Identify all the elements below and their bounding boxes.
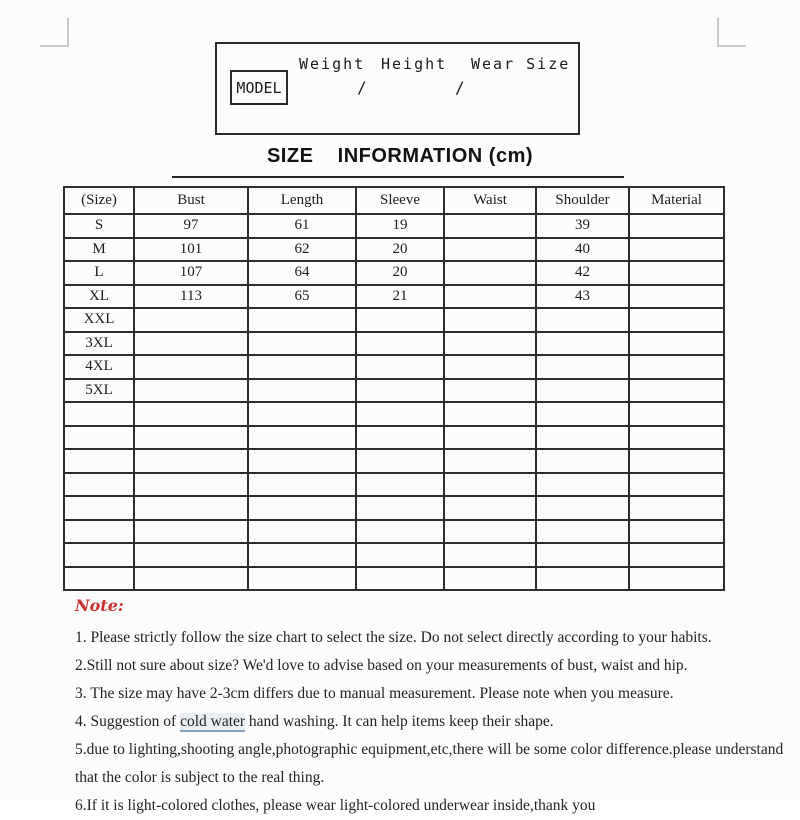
table-cell xyxy=(629,567,724,591)
table-cell xyxy=(64,567,134,591)
table-cell: M xyxy=(64,238,134,262)
table-cell xyxy=(134,449,248,473)
table-cell xyxy=(64,473,134,497)
table-cell xyxy=(64,543,134,567)
note-4-prefix: 4. Suggestion of xyxy=(75,713,181,730)
table-cell: 40 xyxy=(536,238,629,262)
table-cell: 107 xyxy=(134,261,248,285)
table-cell xyxy=(356,567,444,591)
field-value-height: / xyxy=(455,78,465,97)
table-cell: 43 xyxy=(536,285,629,309)
size-table xyxy=(63,186,725,591)
table-cell xyxy=(444,261,536,285)
table-cell xyxy=(134,426,248,450)
table-cell: 62 xyxy=(248,238,356,262)
model-label: MODEL xyxy=(230,70,288,105)
table-cell xyxy=(248,355,356,379)
table-cell xyxy=(444,567,536,591)
note-4-suffix: hand washing. It can help items keep their shape. xyxy=(245,713,554,730)
table-cell xyxy=(356,379,444,403)
table-cell: XXL xyxy=(64,308,134,332)
table-cell xyxy=(248,426,356,450)
note-item-2: 2.Still not sure about size? We'd love to advise based on your measurements of bust, waist and hip. xyxy=(75,657,688,674)
table-cell xyxy=(536,543,629,567)
table-cell xyxy=(356,402,444,426)
table-cell xyxy=(629,332,724,356)
table-cell xyxy=(536,426,629,450)
table-cell xyxy=(64,520,134,544)
corner-mark-top-left xyxy=(40,18,69,47)
field-label-weight: Weight xyxy=(299,55,366,73)
table-cell xyxy=(356,520,444,544)
table-cell xyxy=(536,520,629,544)
column-header: Bust xyxy=(134,187,248,214)
table-cell xyxy=(356,473,444,497)
table-cell xyxy=(444,402,536,426)
table-cell: 21 xyxy=(356,285,444,309)
corner-mark-top-right xyxy=(717,18,746,47)
table-cell xyxy=(536,308,629,332)
table-cell xyxy=(356,426,444,450)
table-row xyxy=(64,473,724,497)
table-cell: 97 xyxy=(134,214,248,238)
table-cell xyxy=(248,379,356,403)
table-cell xyxy=(356,496,444,520)
table-cell xyxy=(629,214,724,238)
table-cell xyxy=(629,426,724,450)
table-cell xyxy=(629,449,724,473)
table-row xyxy=(64,520,724,544)
table-cell: 65 xyxy=(248,285,356,309)
table-cell xyxy=(248,543,356,567)
table-row xyxy=(64,379,724,403)
note-item-5: 5.due to lighting,shooting angle,photographic equipment,etc,there will be some color difference.please understand that the color is subject to the real thing. xyxy=(75,741,784,786)
table-cell: 3XL xyxy=(64,332,134,356)
field-value-weight: / xyxy=(357,78,367,97)
table-cell xyxy=(356,332,444,356)
table-row xyxy=(64,496,724,520)
table-cell xyxy=(134,402,248,426)
table-cell xyxy=(444,543,536,567)
table-cell xyxy=(629,238,724,262)
table-cell xyxy=(444,449,536,473)
table-row xyxy=(64,567,724,591)
table-cell: 101 xyxy=(134,238,248,262)
table-cell xyxy=(134,543,248,567)
table-cell xyxy=(536,379,629,403)
table-cell xyxy=(356,355,444,379)
table-cell xyxy=(444,355,536,379)
table-row xyxy=(64,332,724,356)
table-cell xyxy=(248,449,356,473)
table-row xyxy=(64,261,724,285)
table-cell xyxy=(248,473,356,497)
table-cell: 61 xyxy=(248,214,356,238)
table-cell: 20 xyxy=(356,261,444,285)
table-cell: 113 xyxy=(134,285,248,309)
table-cell xyxy=(444,520,536,544)
column-header: Waist xyxy=(444,187,536,214)
table-row xyxy=(64,543,724,567)
table-cell xyxy=(629,285,724,309)
table-row xyxy=(64,426,724,450)
table-cell xyxy=(64,402,134,426)
table-cell xyxy=(134,308,248,332)
table-cell xyxy=(536,473,629,497)
table-cell xyxy=(134,520,248,544)
table-cell xyxy=(536,355,629,379)
table-row xyxy=(64,402,724,426)
table-cell xyxy=(444,308,536,332)
field-label-wear-size: Wear Size xyxy=(471,55,571,73)
table-cell xyxy=(629,379,724,403)
table-cell: 39 xyxy=(536,214,629,238)
table-cell xyxy=(629,355,724,379)
note-item-1: 1. Please strictly follow the size chart to select the size. Do not select directly according to your habits. xyxy=(75,629,712,646)
table-cell xyxy=(444,496,536,520)
table-cell xyxy=(134,567,248,591)
cold-water-highlight: cold water xyxy=(180,713,246,730)
table-cell xyxy=(444,238,536,262)
table-cell xyxy=(64,426,134,450)
table-cell: 20 xyxy=(356,238,444,262)
table-cell xyxy=(536,332,629,356)
table-cell xyxy=(248,496,356,520)
column-header: Sleeve xyxy=(356,187,444,214)
table-cell: 64 xyxy=(248,261,356,285)
table-cell xyxy=(64,449,134,473)
note-item-3: 3. The size may have 2-3cm differs due to manual measurement. Please note when you measure. xyxy=(75,685,674,702)
table-cell xyxy=(248,332,356,356)
table-cell: L xyxy=(64,261,134,285)
table-cell xyxy=(248,520,356,544)
column-header: (Size) xyxy=(64,187,134,214)
table-cell xyxy=(356,543,444,567)
table-cell xyxy=(629,473,724,497)
table-cell xyxy=(356,449,444,473)
field-label-height: Height xyxy=(381,55,448,73)
table-cell xyxy=(134,379,248,403)
table-cell xyxy=(248,308,356,332)
table-cell xyxy=(134,473,248,497)
table-cell xyxy=(444,379,536,403)
table-cell xyxy=(629,496,724,520)
table-cell xyxy=(444,473,536,497)
table-cell xyxy=(629,261,724,285)
table-cell: 19 xyxy=(356,214,444,238)
note-item-4 xyxy=(75,708,791,736)
table-cell xyxy=(536,402,629,426)
table-cell xyxy=(356,308,444,332)
table-cell xyxy=(444,426,536,450)
table-cell xyxy=(629,402,724,426)
table-cell xyxy=(248,567,356,591)
table-cell xyxy=(248,402,356,426)
table-row xyxy=(64,285,724,309)
table-cell xyxy=(536,567,629,591)
table-cell xyxy=(134,496,248,520)
title-underline xyxy=(172,176,624,178)
table-header-row xyxy=(64,187,724,214)
table-cell xyxy=(444,332,536,356)
table-cell xyxy=(629,308,724,332)
column-header: Material xyxy=(629,187,724,214)
table-cell xyxy=(536,449,629,473)
table-cell xyxy=(536,496,629,520)
table-cell: 4XL xyxy=(64,355,134,379)
table-cell: 42 xyxy=(536,261,629,285)
column-header: Length xyxy=(248,187,356,214)
table-cell xyxy=(134,355,248,379)
table-row xyxy=(64,308,724,332)
notes-section xyxy=(75,596,791,820)
note-item-6: 6.If it is light-colored clothes, please wear light-colored underwear inside,thank you xyxy=(75,797,596,814)
table-cell xyxy=(629,543,724,567)
table-cell xyxy=(444,214,536,238)
notes-heading: Note: xyxy=(75,596,124,615)
table-cell xyxy=(64,496,134,520)
table-row xyxy=(64,449,724,473)
table-cell: S xyxy=(64,214,134,238)
model-info-box xyxy=(215,42,580,135)
table-row xyxy=(64,238,724,262)
table-cell: 5XL xyxy=(64,379,134,403)
column-header: Shoulder xyxy=(536,187,629,214)
table-row xyxy=(64,214,724,238)
table-cell xyxy=(444,285,536,309)
page-title: SIZE INFORMATION (cm) xyxy=(266,145,534,167)
table-cell xyxy=(134,332,248,356)
table-row xyxy=(64,355,724,379)
table-cell xyxy=(629,520,724,544)
table-cell: XL xyxy=(64,285,134,309)
